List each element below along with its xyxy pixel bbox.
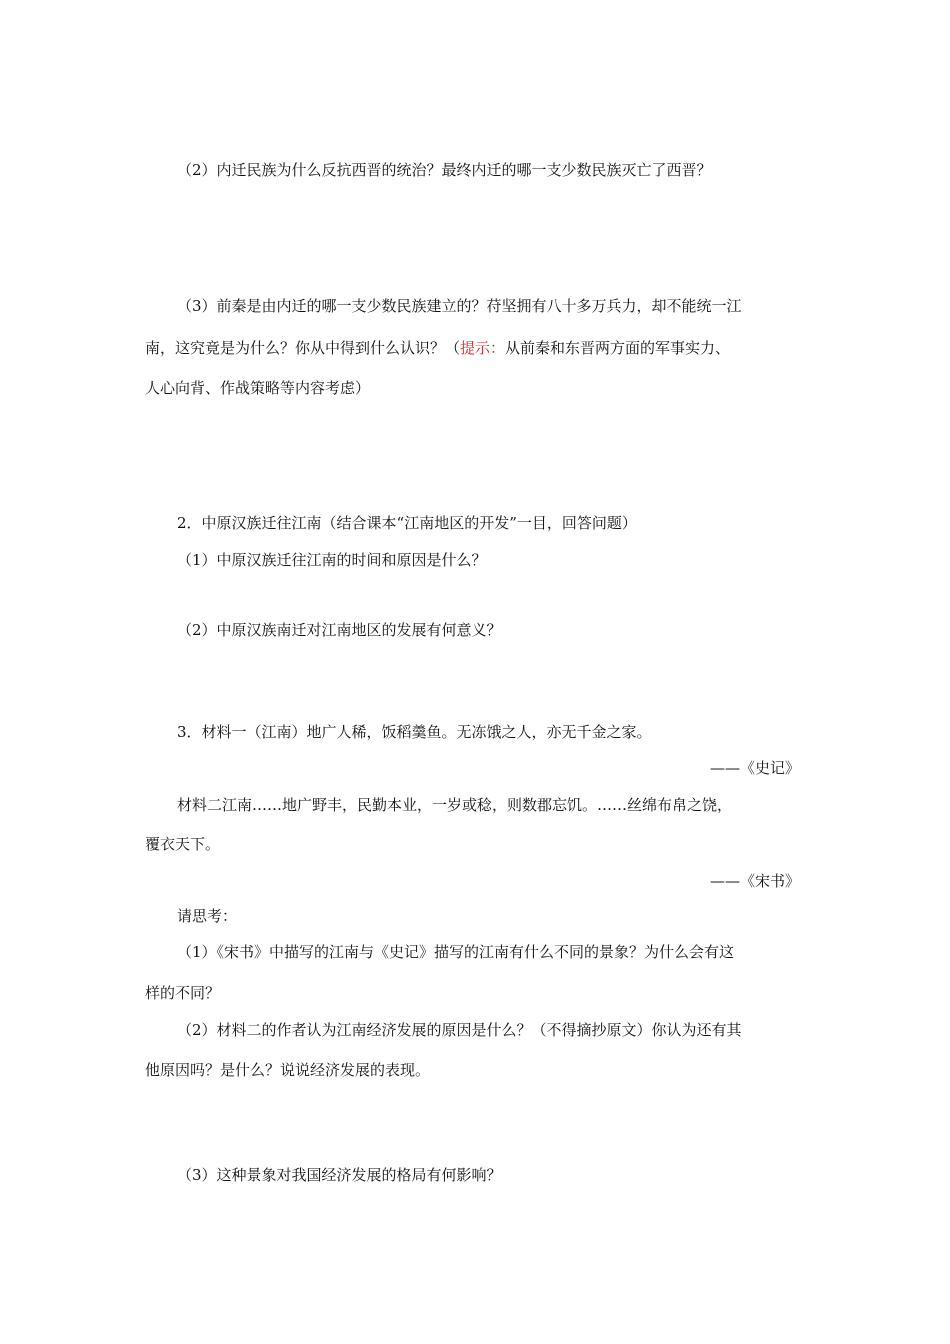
question-2-2: （2）中原汉族南迁对江南地区的发展有何意义？ [177, 621, 502, 639]
question-3-2-line1: （2）材料二的作者认为江南经济发展的原因是什么？（不得摘抄原文）你认为还有其 [177, 1021, 742, 1039]
material-2-line2: 覆衣天下。 [145, 835, 221, 853]
question-2-1: （1）中原汉族迁往江南的时间和原因是什么？ [177, 551, 487, 569]
question-1-3-line3: 人心向背、作战策略等内容考虑） [145, 379, 371, 397]
hint-label: 提示： [460, 339, 506, 357]
question-1-3-line2 [145, 338, 730, 358]
question-1-3-hint-text: 从前秦和东晋两方面的军事实力、 [505, 339, 731, 357]
question-3-3: （3）这种景象对我国经济发展的格局有何影响？ [177, 1166, 502, 1184]
question-3-1-line1: （1）《宋书》中描写的江南与《史记》描写的江南有什么不同的景象？为什么会有这 [177, 943, 735, 961]
question-3-2-line2: 他原因吗？是什么？说说经济发展的表现。 [145, 1061, 431, 1079]
question-1-3-text: 南，这究竟是为什么？你从中得到什么认识？（ [145, 339, 461, 357]
material-2-line1: 材料二江南……地广野丰，民勤本业，一岁或稔，则数郡忘饥。……丝绵布帛之饶， [177, 796, 733, 814]
material-1: 3．材料一（江南）地广人稀，饭稻羹鱼。无冻饿之人，亦无千金之家。 [177, 723, 652, 741]
source-songshu: ——《宋书》 [709, 872, 800, 890]
question-1-3-line1: （3）前秦是由内迁的哪一支少数民族建立的？苻坚拥有八十多万兵力，却不能统一江 [177, 297, 742, 315]
question-3-1-line2: 样的不同？ [145, 984, 221, 1002]
section-2-title: 2．中原汉族迁往江南（结合课本“江南地区的开发”一目，回答问题） [177, 514, 637, 532]
think-prompt: 请思考： [177, 907, 238, 925]
question-1-2: （2）内迁民族为什么反抗西晋的统治？最终内迁的哪一支少数民族灭亡了西晋？ [177, 161, 712, 179]
source-shiji: ——《史记》 [709, 759, 800, 777]
